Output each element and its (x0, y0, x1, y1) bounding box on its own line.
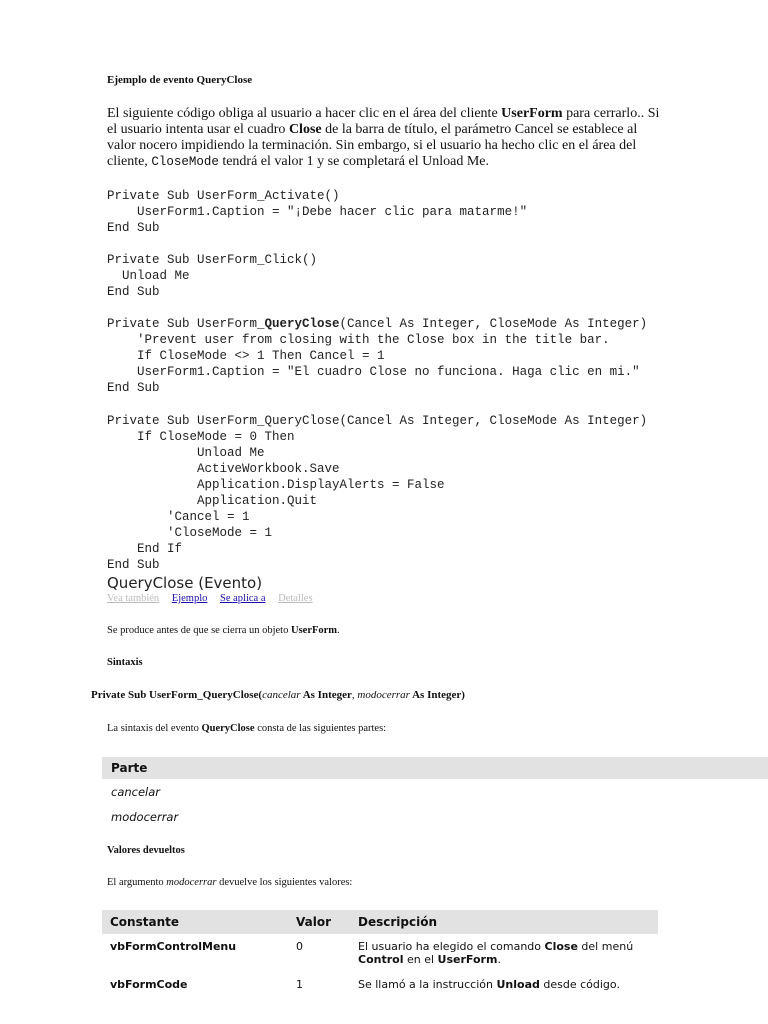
intro-text-3: de la barra de título, el parámetro Cancel se establece al valor nocero impidiendo la terminación. Sin embargo, si el usuario ha hecho clic en el área del cliente, (107, 122, 638, 169)
desc-bold-unload: Unload (496, 978, 540, 991)
link-ejemplo[interactable]: Ejemplo (171, 593, 208, 604)
cell-description (350, 972, 658, 997)
code-sig-prefix: Private Sub UserForm_ (107, 317, 265, 331)
syntax-line (91, 689, 465, 701)
code-block-queryclose-1 (107, 316, 647, 396)
desc-part: desde código. (539, 978, 620, 991)
returns-intro-italic: modocerrar (166, 877, 217, 888)
link-ver-tambien[interactable]: Vea también (107, 593, 160, 604)
returns-intro (107, 877, 352, 888)
code-body: 'Prevent user from closing with the Close box in the title bar. If CloseMode <> 1 Then Cancel = 1 UserForm1.Caption = "El cuadro Close no funciona. Haga clic en mi." End Sub (107, 333, 640, 395)
syntax-heading: Sintaxis (107, 657, 143, 668)
col-descripcion: Descripción (350, 910, 658, 934)
cell-constant: vbFormControlMenu (110, 940, 237, 953)
returns-intro-c: devuelve los siguientes valores: (216, 877, 353, 888)
syntax-part-a: Private Sub UserForm_QueryClose( (91, 689, 263, 701)
code-sig-bold: QueryClose (264, 317, 340, 331)
link-detalles[interactable]: Detalles (278, 593, 313, 604)
intro-code-closemode: CloseMode (151, 155, 219, 169)
code-sig-suffix: (Cancel As Integer, CloseMode As Integer) (339, 317, 648, 331)
syntax-part-f: As Integer) (409, 689, 465, 701)
desc-bold-close: Close (544, 940, 578, 953)
topic-links (107, 593, 323, 604)
parts-intro-bold: QueryClose (201, 723, 255, 734)
event-description (107, 625, 340, 636)
intro-text-4: tendrá el valor 1 y se completará el Unload Me. (218, 154, 490, 169)
intro-bold-userform: UserForm (501, 106, 563, 121)
intro-bold-close: Close (288, 122, 322, 137)
intro-text-2: para cerrarlo.. Si el usuario intenta usar el cuadro (107, 106, 660, 137)
parts-intro-c: consta de las siguientes partes: (254, 723, 387, 734)
parts-table-header: Parte (102, 757, 768, 779)
event-title: QueryClose (Evento) (107, 574, 263, 592)
parts-intro (107, 723, 386, 734)
values-table (102, 910, 658, 997)
intro-text-1: El siguiente código obliga al usuario a hacer clic en el área del cliente (107, 106, 502, 121)
cell-description (350, 934, 658, 972)
code-block-activate: Private Sub UserForm_Activate() UserForm1.Caption = "¡Debe hacer clic para matarme!" End Sub (107, 189, 528, 235)
parts-row-cancelar: cancelar (111, 785, 161, 799)
desc-part: El usuario ha elegido el comando (358, 940, 545, 953)
link-se-aplica-a[interactable]: Se aplica a (220, 593, 266, 604)
desc-bold-control: Control (358, 953, 404, 966)
desc-text: Se produce antes de que se cierra un objeto (107, 625, 291, 636)
cell-constant: vbFormCode (110, 978, 188, 991)
col-constante: Constante (102, 910, 288, 934)
syntax-comma: , (351, 689, 358, 701)
syntax-arg-cancelar: cancelar (262, 689, 301, 701)
code-line-signature (107, 316, 647, 332)
values-table-header-row (102, 910, 658, 934)
returns-intro-a: El argumento (107, 877, 167, 888)
desc-bold: UserForm (290, 625, 338, 636)
intro-paragraph (107, 106, 667, 170)
desc-part: Se llamó a la instrucción (358, 978, 497, 991)
cell-value: 0 (296, 940, 303, 953)
col-valor: Valor (288, 910, 350, 934)
code-block-click: Private Sub UserForm_Click() Unload Me End Sub (107, 253, 318, 299)
desc-part: . (497, 953, 501, 966)
parts-row-modocerrar: modocerrar (111, 810, 179, 824)
desc-part: en el (403, 953, 438, 966)
desc-part: del menú (577, 940, 634, 953)
syntax-part-c: As Integer (300, 689, 352, 701)
returns-heading: Valores devueltos (107, 845, 185, 856)
parts-intro-a: La sintaxis del evento (107, 723, 202, 734)
cell-value: 1 (296, 978, 303, 991)
example-heading: Ejemplo de evento QueryClose (107, 74, 253, 86)
table-row (102, 972, 658, 997)
table-row (102, 934, 658, 972)
syntax-arg-modocerrar: modocerrar (357, 689, 410, 701)
code-block-queryclose-2: Private Sub UserForm_QueryClose(Cancel As Integer, CloseMode As Integer) If CloseMode = 0 Then Unload Me ActiveWorkbook.Save Application.DisplayAlerts = False Application.Quit 'Cancel = 1 'CloseMode = 1 End If End Sub (107, 414, 648, 572)
desc-end: . (337, 625, 340, 636)
desc-bold-userform: UserForm (437, 953, 498, 966)
